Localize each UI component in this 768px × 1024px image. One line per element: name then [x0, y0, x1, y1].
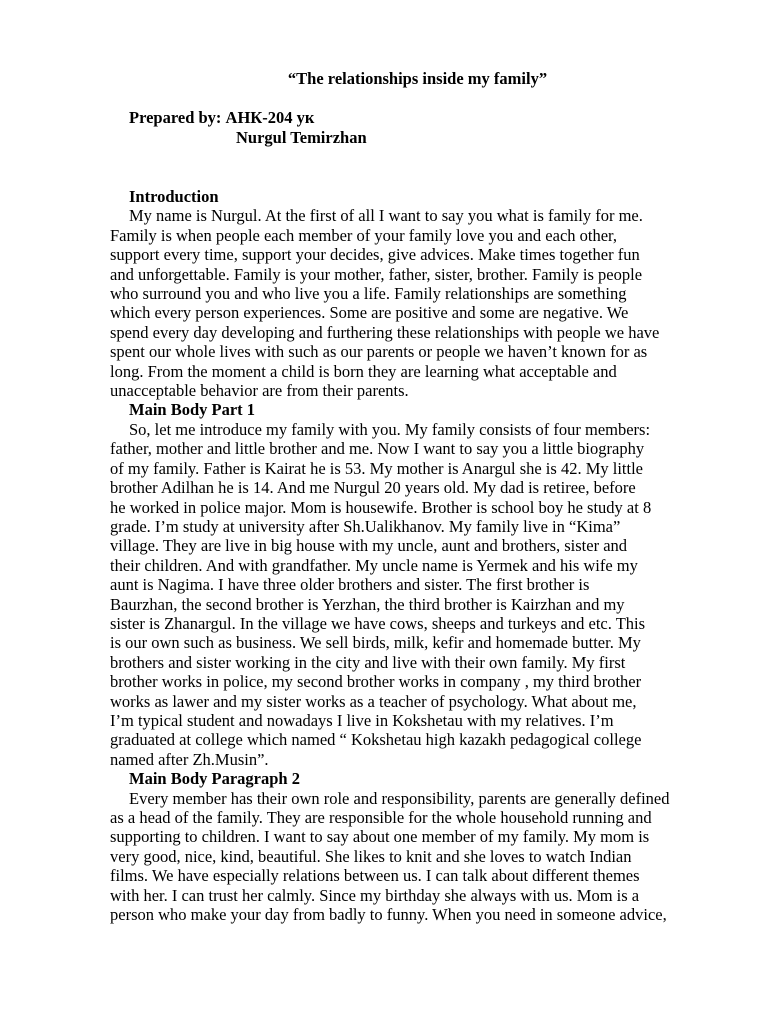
paragraph-line: named after Zh.Musin”. — [110, 749, 269, 769]
paragraph-line: very good, nice, kind, beautiful. She likes to knit and she loves to watch Indian — [110, 846, 632, 866]
paragraph-line: works as lawer and my sister works as a teacher of psychology. What about me, — [110, 691, 637, 711]
paragraph-line: their children. And with grandfather. My uncle name is Yermek and his wife my — [110, 555, 638, 575]
paragraph-line: graduated at college which named “ Kokshetau high kazakh pedagogical college — [110, 730, 642, 750]
paragraph-line: Family is when people each member of your family love you and each other, — [110, 225, 618, 245]
paragraph-line: as a head of the family. They are responsible for the whole household running and — [110, 808, 652, 827]
section-heading: Introduction — [129, 187, 219, 206]
paragraph-line: I’m typical student and nowadays I live in Kokshetau with my relatives. I’m — [110, 710, 614, 730]
paragraph-line: brother Adilhan he is 14. And me Nurgul 20 years old. My dad is retiree, before — [110, 478, 636, 498]
paragraph-line: aunt is Nagima. I have three older brothers and sister. The first brother is — [110, 575, 590, 595]
document-title: “The relationships inside my family” — [287, 69, 548, 88]
paragraph-line: spent our whole lives with such as our parents or people we haven’t known for as — [110, 342, 648, 362]
paragraph-line: grade. I’m study at university after Sh.Ualikhanov. My family live in “Kima” — [110, 516, 621, 536]
paragraph-line: who surround you and who live you a life. Family relationships are something — [110, 284, 627, 304]
prepared-by-label: Prepared by: АНК-204 ук — [129, 108, 315, 127]
paragraph-line: films. We have especially relations between us. I can talk about different themes — [110, 866, 640, 886]
paragraph-line: sister is Zhanargul. In the village we have cows, sheeps and turkeys and etc. This — [110, 613, 646, 633]
paragraph-line: My name is Nurgul. At the first of all I want to say you what is family for me. — [129, 206, 643, 226]
paragraph-line: father, mother and little brother and me. Now I want to say you a little biography — [110, 439, 645, 459]
document-body — [110, 187, 720, 924]
paragraph-line: long. From the moment a child is born they are learning what acceptable and — [110, 361, 617, 381]
paragraph-line: is our own such as business. We sell birds, milk, kefir and homemade butter. My — [110, 633, 641, 653]
paragraph-line: village. They are live in big house with my uncle, aunt and brothers, sister and — [110, 536, 628, 556]
paragraph-line: with her. I can trust her calmly. Since my birthday she always with us. Mom is a — [110, 885, 640, 905]
paragraph-line: brothers and sister working in the city and live with their own family. My first — [110, 652, 626, 672]
paragraph-line: support every time, support your decides, give advices. Make times together fun — [110, 245, 640, 265]
paragraph-line: So, let me introduce my family with you. My family consists of four members: — [129, 419, 651, 439]
paragraph-line: spend every day developing and furthering these relationships with people we have — [110, 322, 660, 342]
paragraph-line: unacceptable behavior are from their parents. — [110, 381, 409, 401]
paragraph-line: of my family. Father is Kairat he is 53. My mother is Anargul she is 42. My little — [110, 458, 643, 478]
paragraph-line: Every member has their own role and responsibility, parents are generally defined — [129, 788, 670, 808]
section-heading: Main Body Part 1 — [129, 400, 256, 420]
paragraph-line: person who make your day from badly to funny. When you need in someone advice, — [110, 905, 667, 925]
author-name: Nurgul Temirzhan — [236, 128, 367, 147]
paragraph-line: Baurzhan, the second brother is Yerzhan, the third brother is Kairzhan and my — [110, 594, 625, 614]
paragraph-line: he worked in police major. Mom is housewife. Brother is school boy he study at 8 — [110, 497, 652, 517]
section-heading: Main Body Paragraph 2 — [129, 769, 300, 789]
paragraph-line: and unforgettable. Family is your mother, father, sister, brother. Family is people — [110, 264, 643, 284]
paragraph-line: which every person experiences. Some are positive and some are negative. We — [110, 303, 629, 323]
paragraph-line: supporting to children. I want to say about one member of my family. My mom is — [110, 827, 650, 847]
paragraph-line: brother works in police, my second brother works in company , my third brother — [110, 672, 642, 692]
